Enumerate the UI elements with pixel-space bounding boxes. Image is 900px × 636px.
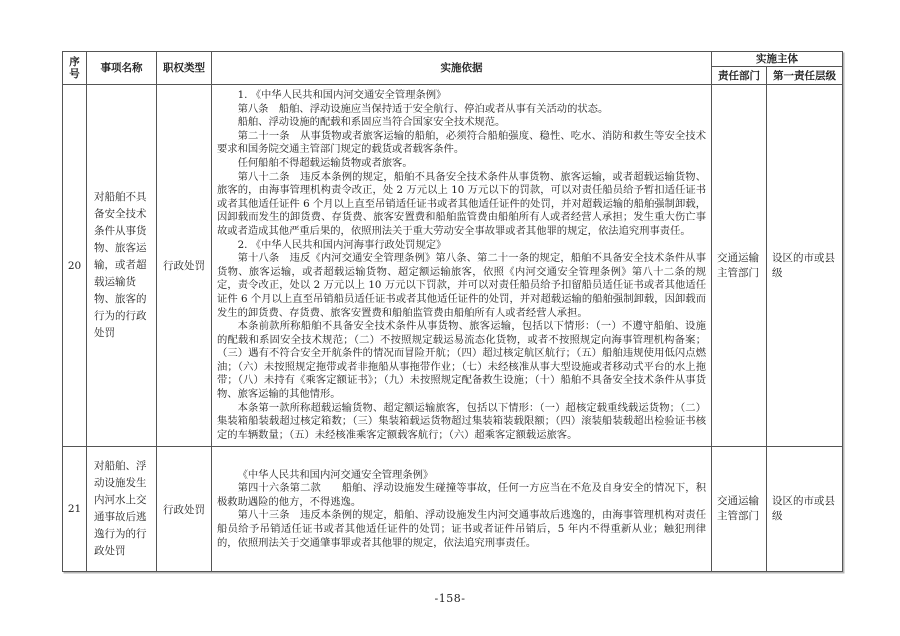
column-header-responsible-department: 责任部门 (712, 67, 767, 85)
column-header-implementation-basis: 实施依据 (212, 52, 712, 85)
basis-paragraph: 第八十二条 违反本条例的规定，船舶不具备安全技术条件从事货物、旅客运输，或者超载运输货物、旅客的，由海事管理机构责令改正，处 2 万元以上 10 万元以下的罚款，可以对责任船员给予暂扣适任证书或者其他适任证件 6 个月以上直至吊销适任证书或者其他适任证件的处罚，并对超载运输的船舶强制卸载，因卸载而发生的卸货费、存货费、旅客安置费和船舶监管费由船舶所有人或者经营人承担；发生重大伤亡事故或者造成其他严重后果的，依照刑法关于重大劳动安全事故罪或者其他罪的规定，依法追究刑事责任。 (217, 170, 706, 237)
table-row-21 (63, 447, 843, 572)
seq-cell: 21 (63, 447, 87, 572)
basis-paragraph: 1. 《中华人民共和国内河交通安全管理条例》 (237, 89, 447, 101)
basis-paragraph: 第八条 船舶、浮动设施应当保持适于安全航行、停泊或者从事有关活动的状态。 (237, 102, 609, 115)
authority-type-cell: 行政处罚 (157, 85, 212, 447)
header-row-top (63, 52, 843, 67)
implementation-basis-cell (212, 85, 712, 447)
basis-paragraph: 任何船舶不得超载运输货物或者旅客。 (237, 156, 413, 169)
basis-paragraph: 本条第一款所称超载运输货物、超定额运输旅客，包括以下情形：（一）超核定载重线载运货物；（二）集装箱船装载超过核定箱数；（三）集装箱载运货物超过集装箱装载限额；（四）滚装船装载超出检验证书核定的车辆数量；（五）未经核准乘客定额载客航行；（六）超乘客定额载运旅客。 (217, 401, 706, 441)
item-name-cell: 对船舶不具备安全技术条件从事货物、旅客运输，或者超载运输货物、旅客的行为的行政处罚 (87, 85, 157, 447)
basis-paragraph: 本条前款所称船舶不具备安全技术条件从事货物、旅客运输，包括以下情形：（一）不遵守船舶、设施的配载和系固安全技术规范；（二）不按照规定载运易流态化货物，或者不按照规定向海事管理机构备案；（三）遇有不符合安全开航条件的情况而冒险开航；（四）超过核定航区航行；（五）船舶违规使用低闪点燃油；（六）未按照规定拖带或者非拖船从事拖带作业；（七）未经核准从事大型设施或者移动式平台的水上拖带；（八）未持有《乘客定额证书》；（九）未按照规定配备救生设施；（十）船舶不具备安全技术条件从事货物、旅客运输的其他情形。 (217, 320, 706, 401)
column-header-authority-type: 职权类型 (157, 52, 212, 85)
seq-cell: 20 (63, 85, 87, 447)
column-header-seq: 序号 (63, 52, 87, 85)
basis-paragraph: 第八十三条 违反本条例的规定，船舶、浮动设施发生内河交通事故后逃逸的，由海事管理机构对责任船员给予吊销适任证书或者其他适任证件的处罚；证书或者证件吊销后，5 年内不得重新从业；触犯刑律的，依照刑法关于交通肇事罪或者其他罪的规定，依法追究刑事责任。 (217, 509, 706, 549)
basis-paragraph: 船舶、浮动设施的配载和系固应当符合国家安全技术规范。 (237, 116, 506, 129)
authority-type-cell: 行政处罚 (157, 447, 212, 572)
item-name-cell: 对船舶、浮动设施发生内河水上交通事故后逃逸行为的行政处罚 (87, 447, 157, 572)
column-header-first-responsibility-level: 第一责任层级 (767, 67, 843, 85)
responsible-department-cell: 交通运输主管部门 (712, 447, 767, 572)
first-responsibility-level-cell: 设区的市或县级 (767, 447, 843, 572)
table-row-20 (63, 85, 843, 447)
basis-paragraph: 第十八条 违反《内河交通安全管理条例》第八条、第二十一条的规定，船舶不具备安全技术条件从事货物、旅客运输，或者超载运输货物、超定额运输旅客，依照《内河交通安全管理条例》第八十二条的规定，责令改正，处以 2 万元以上 10 万元以下罚款，并可以对责任船员给予扣留船员适任证书或者其他适任证件 6 个月以上直至吊销船员适任证书或者其他适任证件的处罚，并对超载运输的船舶强制卸载，因卸载而发生的卸货费、存货费、旅客安置费和船舶监管费由船舶所有人或者经营人承担。 (217, 252, 706, 319)
basis-paragraph: 《中华人民共和国内河交通安全管理条例》 (237, 468, 434, 481)
column-header-implementation-subject: 实施主体 (712, 52, 843, 67)
page-number: -158- (434, 592, 466, 605)
first-responsibility-level-cell: 设区的市或县级 (767, 85, 843, 447)
authority-matrix-table (62, 51, 843, 572)
column-header-item-name: 事项名称 (87, 52, 157, 85)
basis-paragraph: 2. 《中华人民共和国内河海事行政处罚规定》 (237, 238, 447, 251)
responsible-department-cell: 交通运输主管部门 (712, 85, 767, 447)
implementation-basis-cell (212, 447, 712, 572)
basis-paragraph: 第四十六条第二款 船舶、浮动设施发生碰撞等事故，任何一方应当在不危及自身安全的情况下，积极救助遇险的他方，不得逃逸。 (217, 482, 706, 508)
basis-paragraph: 第二十一条 从事货物或者旅客运输的船舶，必须符合船舶强度、稳性、吃水、消防和救生等安全技术要求和国务院交通主管部门规定的载货或者载客条件。 (217, 129, 706, 156)
